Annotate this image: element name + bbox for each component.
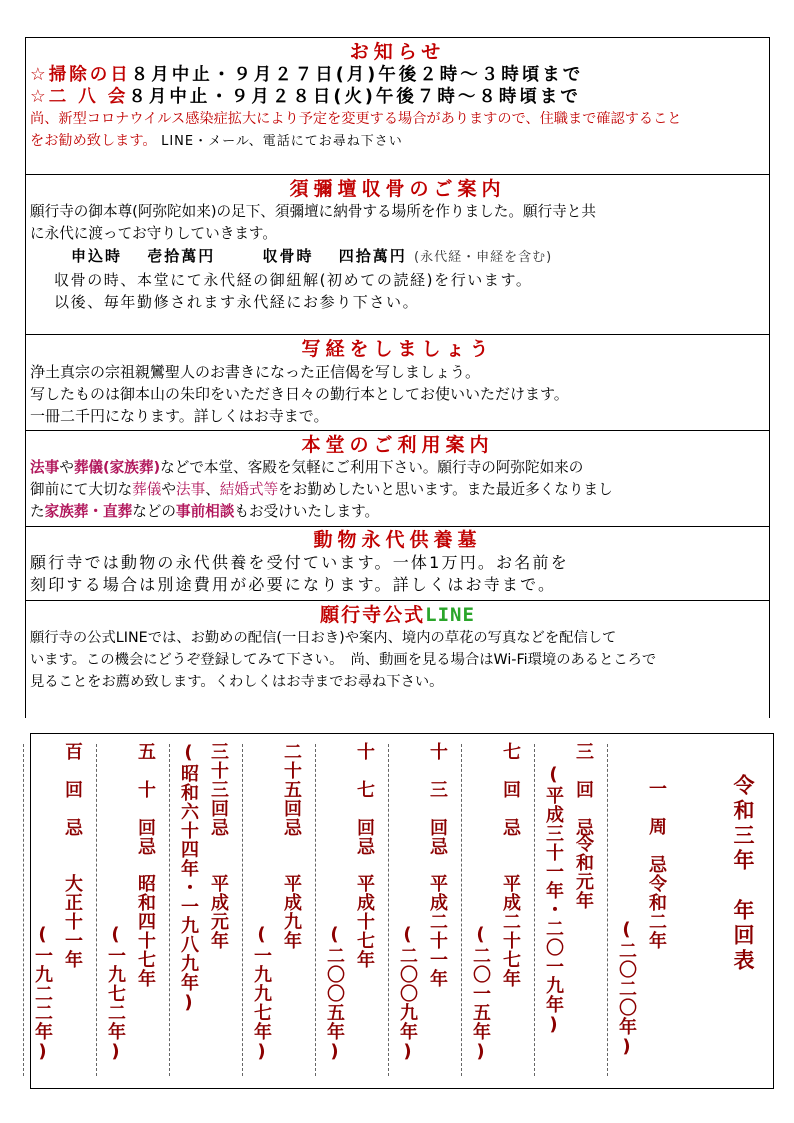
memorial-title: 令和三年 年回表 — [731, 774, 755, 974]
shakyo-p1: 浄土真宗の宗祖親鸞聖人のお書きになった正信偈を写しましょう。 — [30, 363, 481, 381]
red-note-line-2 — [26, 130, 769, 153]
nihachi-label: ☆二 八 会 — [30, 87, 129, 107]
memorial-era: 昭和四十七年 — [135, 874, 156, 988]
memorial-entry — [538, 734, 604, 1088]
memorial-name: 二十五回忌 — [281, 742, 302, 837]
column-divider — [242, 744, 243, 1076]
memorial-era: 令和元年 — [573, 834, 594, 910]
family-funeral-term: 家族葬・直葬 — [44, 503, 133, 520]
memorial-name: 十 三 回忌 — [427, 742, 448, 856]
hoji-term-2: 法事 — [175, 481, 206, 498]
hondo-l2-e: 、 — [205, 481, 220, 498]
memorial-year: (二〇〇五年) — [324, 924, 345, 1063]
sogi-term: 葬儀(家族葬) — [73, 459, 161, 476]
line-p1: 願行寺の公式LINEでは、お勤めの配信(一日おき)や案内、境内の草花の写真などを配信して — [30, 630, 617, 646]
memorial-table — [30, 733, 774, 1089]
column-divider — [96, 744, 97, 1076]
column-divider — [534, 744, 535, 1076]
memorial-name: 一 周 忌 — [646, 779, 667, 874]
memorial-era: 平成二十一年 — [427, 874, 448, 988]
collect-price: 四拾萬円 — [338, 247, 407, 265]
hondo-section — [25, 430, 770, 526]
memorial-year: (二〇二〇年) — [616, 919, 637, 1058]
shumidan-p4: 以後、毎年勤修されます永代経にお参り下さい。 — [54, 293, 420, 311]
memorial-year: (一九二二年) — [32, 924, 53, 1063]
column-divider — [169, 744, 170, 1076]
contact-note: LINE・メール、電話にてお尋ね下さい — [161, 134, 403, 149]
column-divider — [461, 744, 462, 1076]
memorial-era: 平成元年 — [208, 874, 229, 950]
hondo-l1-d: などで本堂、客殿を気軽にご利用下さい。願行寺の阿弥陀如来の — [160, 459, 584, 476]
hondo-title: 本堂のご利用案内 — [301, 434, 494, 456]
hoji-term: 法事 — [30, 459, 60, 476]
memorial-year: (昭和六十四年・一九八九年) — [178, 742, 199, 1014]
wedding-term: 結婚式等 — [219, 481, 279, 498]
memorial-year: (平成三十一年・二〇一九年) — [543, 764, 564, 1036]
cleaning-day-text: ８月中止・９月２７日(月)午後２時～３時頃まで — [130, 65, 584, 85]
animal-section — [25, 526, 770, 600]
hondo-line-2 — [26, 479, 769, 501]
hondo-line-1 — [26, 457, 769, 479]
hondo-l2-c: や — [161, 481, 176, 498]
column-divider — [23, 744, 24, 1076]
memorial-entry — [611, 734, 677, 1088]
memorial-name: 三十三回忌 — [208, 742, 229, 837]
column-divider — [315, 744, 316, 1076]
shumidan-p1: 願行寺の御本尊(阿弥陀如来)の足下、須彌壇に納骨する場所を作りました。願行寺と共 — [30, 203, 596, 220]
shumidan-p2: に永代に渡ってお守りしていきます。 — [30, 225, 277, 242]
animal-title: 動物永代供養墓 — [313, 529, 482, 551]
memorial-name: 七 回 忌 — [500, 742, 521, 837]
shumidan-p3: 収骨の時、本堂にて永代経の御紐解(初めての読経)を行います。 — [54, 271, 533, 289]
shakyo-p3: 一冊二千円になります。詳しくはお寺まで。 — [30, 407, 329, 425]
hondo-line-3 — [26, 501, 769, 523]
shumidan-section — [25, 174, 770, 334]
nihachi-text: ８月中止・９月２８日(火)午後７時～８時頃まで — [128, 87, 581, 107]
animal-p1: 願行寺では動物の永代供養を受付ています。一体1万円。お名前を — [30, 553, 569, 572]
shumidan-title: 須彌壇収骨のご案内 — [289, 178, 506, 200]
hondo-l3-e: もお受けいたします。 — [234, 503, 380, 520]
memorial-entry — [246, 734, 312, 1088]
memorial-entry — [465, 734, 531, 1088]
memorial-name: 三 回 忌 — [573, 742, 594, 837]
red-note-2: をお勧め致します。 — [30, 133, 157, 149]
shakyo-section — [25, 334, 770, 430]
collect-label: 収骨時 — [262, 247, 314, 265]
shakyo-title: 写経をしましょう — [301, 338, 494, 360]
animal-p2: 刻印する場合は別途費用が必要になります。詳しくはお寺まで。 — [30, 575, 557, 594]
sogi-term-2: 葬儀 — [132, 481, 162, 498]
memorial-era: 大正十一年 — [62, 874, 83, 969]
memorial-entry — [100, 734, 166, 1088]
red-note-1: 尚、新型コロナウイルス感染症拡大により予定を変更する場合がありますので、住職まで確認すること — [30, 111, 682, 127]
memorial-year: (一九九七年) — [251, 924, 272, 1063]
notice-title: お知らせ — [349, 41, 446, 63]
memorial-year: (二〇〇九年) — [397, 924, 418, 1063]
column-divider — [607, 744, 608, 1076]
memorial-year: (一九七二年) — [105, 924, 126, 1063]
consultation-term: 事前相談 — [175, 503, 235, 520]
hondo-l3-c: などの — [132, 503, 176, 520]
line-title-b: LINE — [425, 604, 475, 626]
memorial-name: 百 回 忌 — [62, 742, 83, 837]
memorial-entry — [319, 734, 385, 1088]
line-section — [25, 600, 770, 718]
cleaning-day-label: ☆掃除の日 — [30, 65, 131, 85]
memorial-name: 十 七 回忌 — [354, 742, 375, 856]
cleaning-day-line — [26, 64, 769, 86]
line-p2: います。この機会にどうぞ登録してみて下さい。 尚、動画を見る場合はWi-Fi環境のあるところで — [30, 652, 657, 668]
apply-price: 壱拾萬円 — [147, 247, 216, 265]
column-divider — [388, 744, 389, 1076]
memorial-entry — [392, 734, 458, 1088]
memorial-entry — [27, 734, 93, 1088]
nihachi-line — [26, 86, 769, 108]
memorial-era: 平成九年 — [281, 874, 302, 950]
memorial-year: (二〇一五年) — [470, 924, 491, 1063]
collect-note: (永代経・申経を含む) — [414, 250, 553, 265]
memorial-era: 令和二年 — [646, 874, 667, 950]
memorial-era: 平成二十七年 — [500, 874, 521, 988]
line-title-a: 願行寺公式 — [320, 604, 426, 626]
notice-section — [25, 37, 770, 174]
hondo-l1-b: や — [59, 459, 74, 476]
hondo-l2-a: 御前にて大切な — [30, 481, 133, 498]
shumidan-price-line — [26, 245, 769, 269]
line-p3: 見ることをお薦め致します。くわしくはお寺までお尋ね下さい。 — [30, 674, 444, 690]
hondo-l3-a: た — [30, 503, 45, 520]
memorial-entry — [173, 734, 239, 1088]
hondo-l2-g: をお勤めしたいと思います。また最近多くなりまし — [278, 481, 613, 498]
memorial-name: 五 十 回忌 — [135, 742, 156, 856]
shakyo-p2: 写したものは御本山の朱印をいただき日々の勤行本としてお使いいただけます。 — [30, 385, 569, 403]
memorial-era: 平成十七年 — [354, 874, 375, 969]
apply-label: 申込時 — [71, 247, 123, 265]
line-title — [26, 603, 769, 627]
